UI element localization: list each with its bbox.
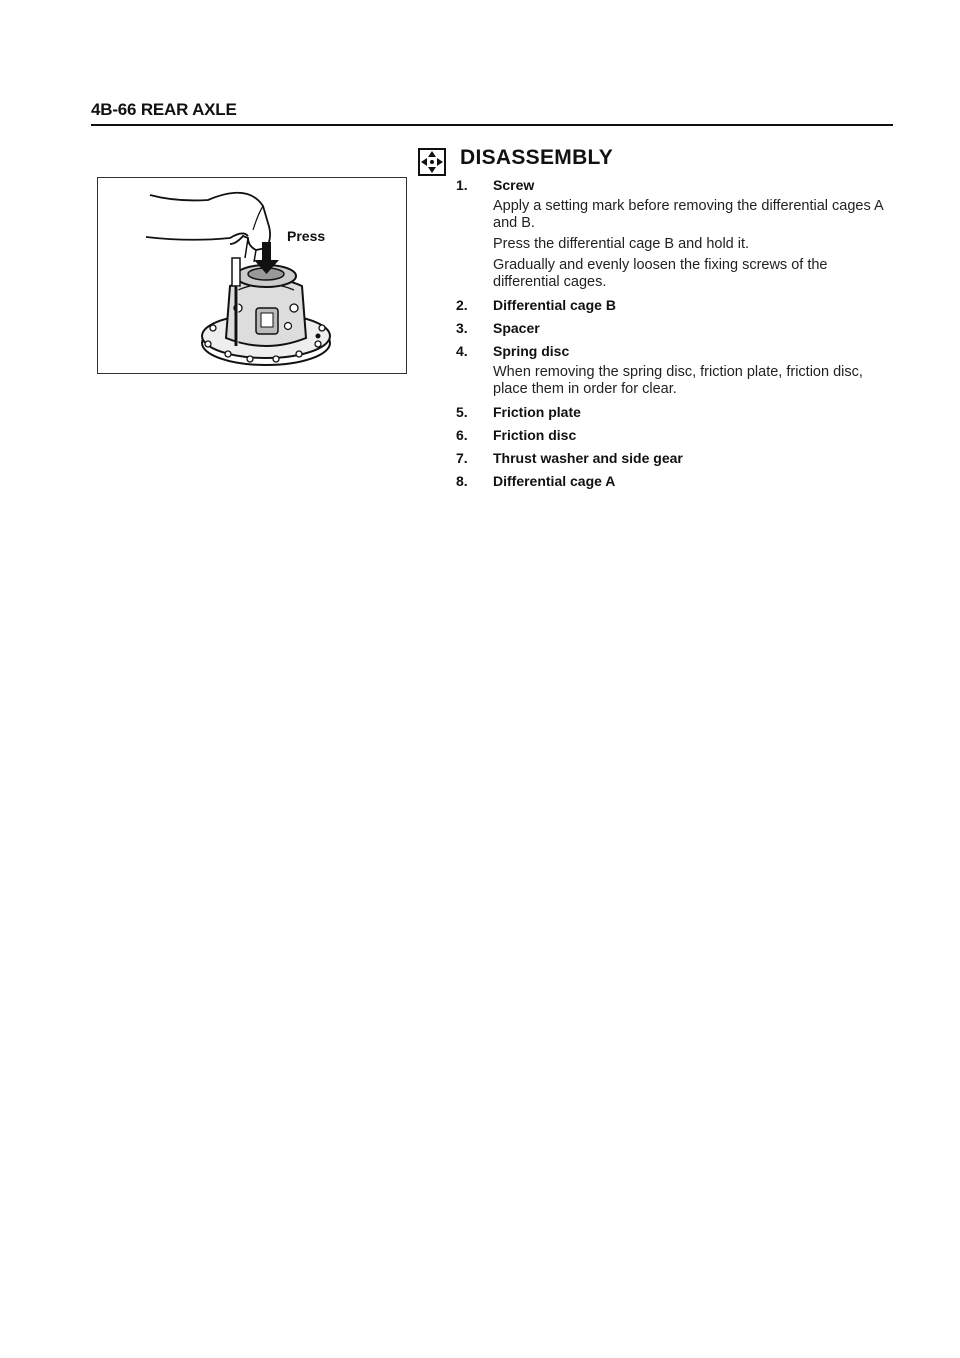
step-number: 4.	[456, 343, 468, 359]
step-item	[456, 319, 896, 337]
disassembly-steps	[456, 176, 896, 495]
step-number: 3.	[456, 320, 468, 336]
disassembly-icon	[418, 148, 446, 176]
step-heading	[456, 342, 896, 360]
step-title: Spacer	[493, 320, 540, 336]
step-instruction: Gradually and evenly loosen the fixing screws of the differential cages.	[493, 257, 828, 290]
step-item	[456, 403, 896, 421]
step-item	[456, 472, 896, 490]
step-title: Friction plate	[493, 404, 581, 420]
step-title: Differential cage B	[493, 297, 616, 313]
step-title: Friction disc	[493, 427, 577, 443]
step-item	[456, 449, 896, 467]
step-number: 1.	[456, 177, 468, 193]
step-title: Thrust washer and side gear	[493, 450, 683, 466]
step-number: 6.	[456, 427, 468, 443]
step-instruction: Apply a setting mark before removing the differential cages A and B.	[493, 198, 883, 231]
press-label: Press	[287, 228, 326, 244]
section-title: DISASSEMBLY	[460, 146, 614, 169]
step-item	[456, 176, 896, 291]
step-number: 2.	[456, 297, 468, 313]
step-title: Spring disc	[493, 343, 570, 359]
step-number: 5.	[456, 404, 468, 420]
step-number: 8.	[456, 473, 468, 489]
step-title: Differential cage A	[493, 473, 616, 489]
step-heading	[456, 472, 896, 490]
header-rule	[91, 124, 893, 126]
step-item	[456, 342, 896, 398]
differential-cage-illustration	[98, 178, 408, 375]
step-heading	[456, 176, 896, 194]
step-instruction: When removing the spring disc, friction plate, friction disc, place them in order for clear.	[493, 364, 863, 397]
step-item	[456, 296, 896, 314]
step-heading	[456, 426, 896, 444]
illustration-figure	[97, 177, 407, 374]
step-heading	[456, 296, 896, 314]
step-heading	[456, 449, 896, 467]
step-heading	[456, 319, 896, 337]
step-instruction: Press the differential cage B and hold it.	[493, 236, 750, 252]
step-title: Screw	[493, 177, 535, 193]
step-item	[456, 426, 896, 444]
page-header-title: 4B-66 REAR AXLE	[91, 100, 237, 119]
step-heading	[456, 403, 896, 421]
step-number: 7.	[456, 450, 468, 466]
